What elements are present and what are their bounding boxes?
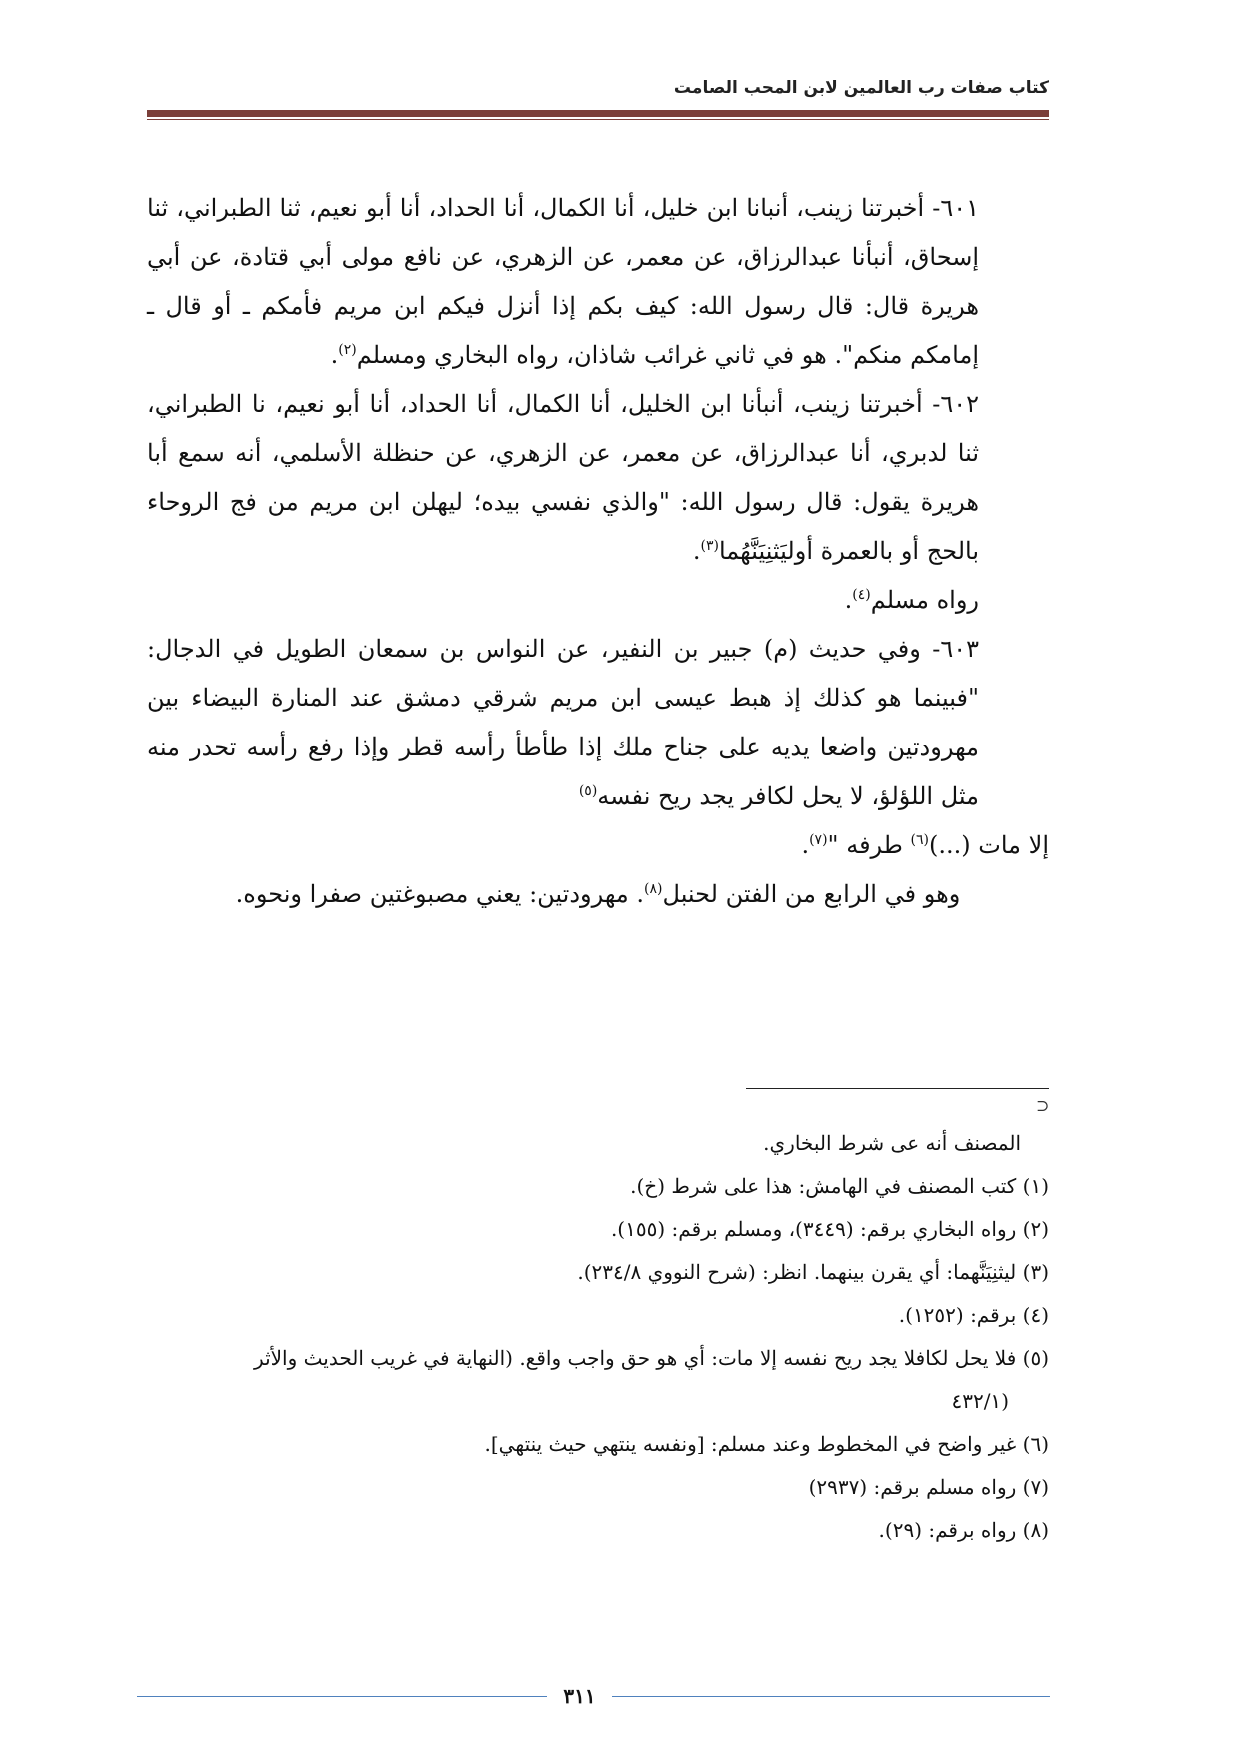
paragraph-text: إلا مات (...) bbox=[929, 831, 1049, 859]
paragraph-text: رواه مسلم bbox=[870, 586, 979, 614]
footnote-separator bbox=[746, 1088, 1049, 1089]
paragraph-text: طرفه " bbox=[827, 831, 911, 859]
paragraph-603-source bbox=[147, 870, 1049, 919]
punctuation: . bbox=[330, 341, 339, 369]
footer-rule-left bbox=[137, 1696, 547, 1697]
footnote-6: (٦) غير واضح في المخطوط وعند مسلم: [ونفسه ينتهي حيث ينتهي]. bbox=[484, 1432, 1049, 1456]
footnote-ref: (٧) bbox=[809, 832, 828, 848]
footnote-7: (٧) رواه مسلم برقم: (٢٩٣٧) bbox=[808, 1475, 1049, 1499]
footnote-5-continued: (٤٣٢/١ bbox=[951, 1389, 1009, 1413]
footnote-ref: (٦) bbox=[910, 832, 929, 848]
footnote-continuation-mark: ⊃ bbox=[1036, 1096, 1050, 1115]
footnote-ref: (٢) bbox=[338, 342, 357, 358]
footnote-5: (٥) فلا يحل لكافلا يجد ريح نفسه إلا مات: أي هو حق واجب واقع. (النهاية في غريب الحديث والأثر bbox=[254, 1346, 1049, 1370]
footer-rule-right bbox=[612, 1696, 1050, 1697]
paragraph-603 bbox=[147, 625, 1049, 821]
footnote-8: (٨) رواه برقم: (٢٩). bbox=[878, 1518, 1049, 1542]
punctuation: . bbox=[801, 831, 810, 859]
punctuation: . bbox=[844, 586, 853, 614]
footnote-3: (٣) ليثنِيَنَّهما: أي يقرن بينهما. انظر: (شرح النووي ٢٣٤/٨). bbox=[577, 1260, 1049, 1284]
footnote-ref: (٣) bbox=[700, 538, 719, 554]
paragraph-text: ٦٠٣- وفي حديث (م) جبير بن النفير، عن النواس بن سمعان الطويل في الدجال: "فبينما هو كذلك إذ هبط عيسى ابن مريم شرقي دمشق عند المنارة البيضاء بين مهرودتين واضعا يديه على جناح ملك إذا طأطأ رأسه قطر وإذا رفع رأسه تحدر منه مثل اللؤلؤ، لا يحل لكافر يجد ريح نفسه bbox=[147, 635, 979, 810]
footnote-ref: (٨) bbox=[644, 881, 663, 897]
paragraph-text: وهو في الرابع من الفتن لحنبل bbox=[662, 880, 961, 908]
paragraph-602 bbox=[147, 380, 1049, 576]
paragraph-text: ٦٠١- أخبرتنا زينب، أنبانا ابن خليل، أنا الكمال، أنا الحداد، أنا أبو نعيم، ثنا الطبراني، ثنا إسحاق، أنبأنا عبدالرزاق، عن معمر، عن الزهري، عن نافع مولى أبي قتادة، عن أبي هريرة قال: قال رسول الله: كيف بكم إذا أنزل فيكم ابن مريم فأمكم ـ أو قال ـ إمامكم منكم". هو في ثاني غرائب شاذان، رواه البخاري ومسلم bbox=[147, 194, 979, 369]
paragraph-601 bbox=[147, 184, 1049, 380]
header-rule bbox=[147, 110, 1049, 120]
footnote-ref: (٤) bbox=[852, 587, 871, 603]
footnote-continuation: المصنف أنه عى شرط البخاري. bbox=[763, 1131, 1021, 1155]
paragraph-text: ٦٠٢- أخبرتنا زينب، أنبأنا ابن الخليل، أنا الكمال، أنا الحداد، أنا أبو نعيم، نا الطبراني، ثنا لدبري، أنا عبدالرزاق، عن معمر، عن الزهري، عن حنظلة الأسلمي، أنه سمع أبا هريرة يقول: قال رسول الله: "والذي نفسي بيده؛ ليهلن ابن مريم من فج الروحاء بالحج أو بالعمرة أوليَثنِيَنَّهُما bbox=[147, 390, 979, 565]
paragraph-603-continued bbox=[147, 821, 1049, 870]
footnote-4: (٤) برقم: (١٢٥٢). bbox=[898, 1303, 1049, 1327]
paragraph-602-narration bbox=[147, 576, 1049, 625]
footnote-ref: (٥) bbox=[578, 783, 598, 799]
punctuation: . bbox=[692, 537, 701, 565]
page-number: ٣١١ bbox=[563, 1684, 596, 1708]
footnotes bbox=[147, 1122, 1049, 1552]
footnote-1: (١) كتب المصنف في الهامش: هذا على شرط (خ). bbox=[630, 1174, 1049, 1198]
main-text bbox=[147, 184, 1049, 919]
paragraph-text: . مهرودتين: يعني مصبوغتين صفرا ونحوه. bbox=[235, 880, 645, 908]
page-header-title: كتاب صفات رب العالمين لابن المحب الصامت bbox=[673, 78, 1049, 98]
footnote-2: (٢) رواه البخاري برقم: (٣٤٤٩)، ومسلم برقم: (١٥٥). bbox=[610, 1217, 1049, 1241]
